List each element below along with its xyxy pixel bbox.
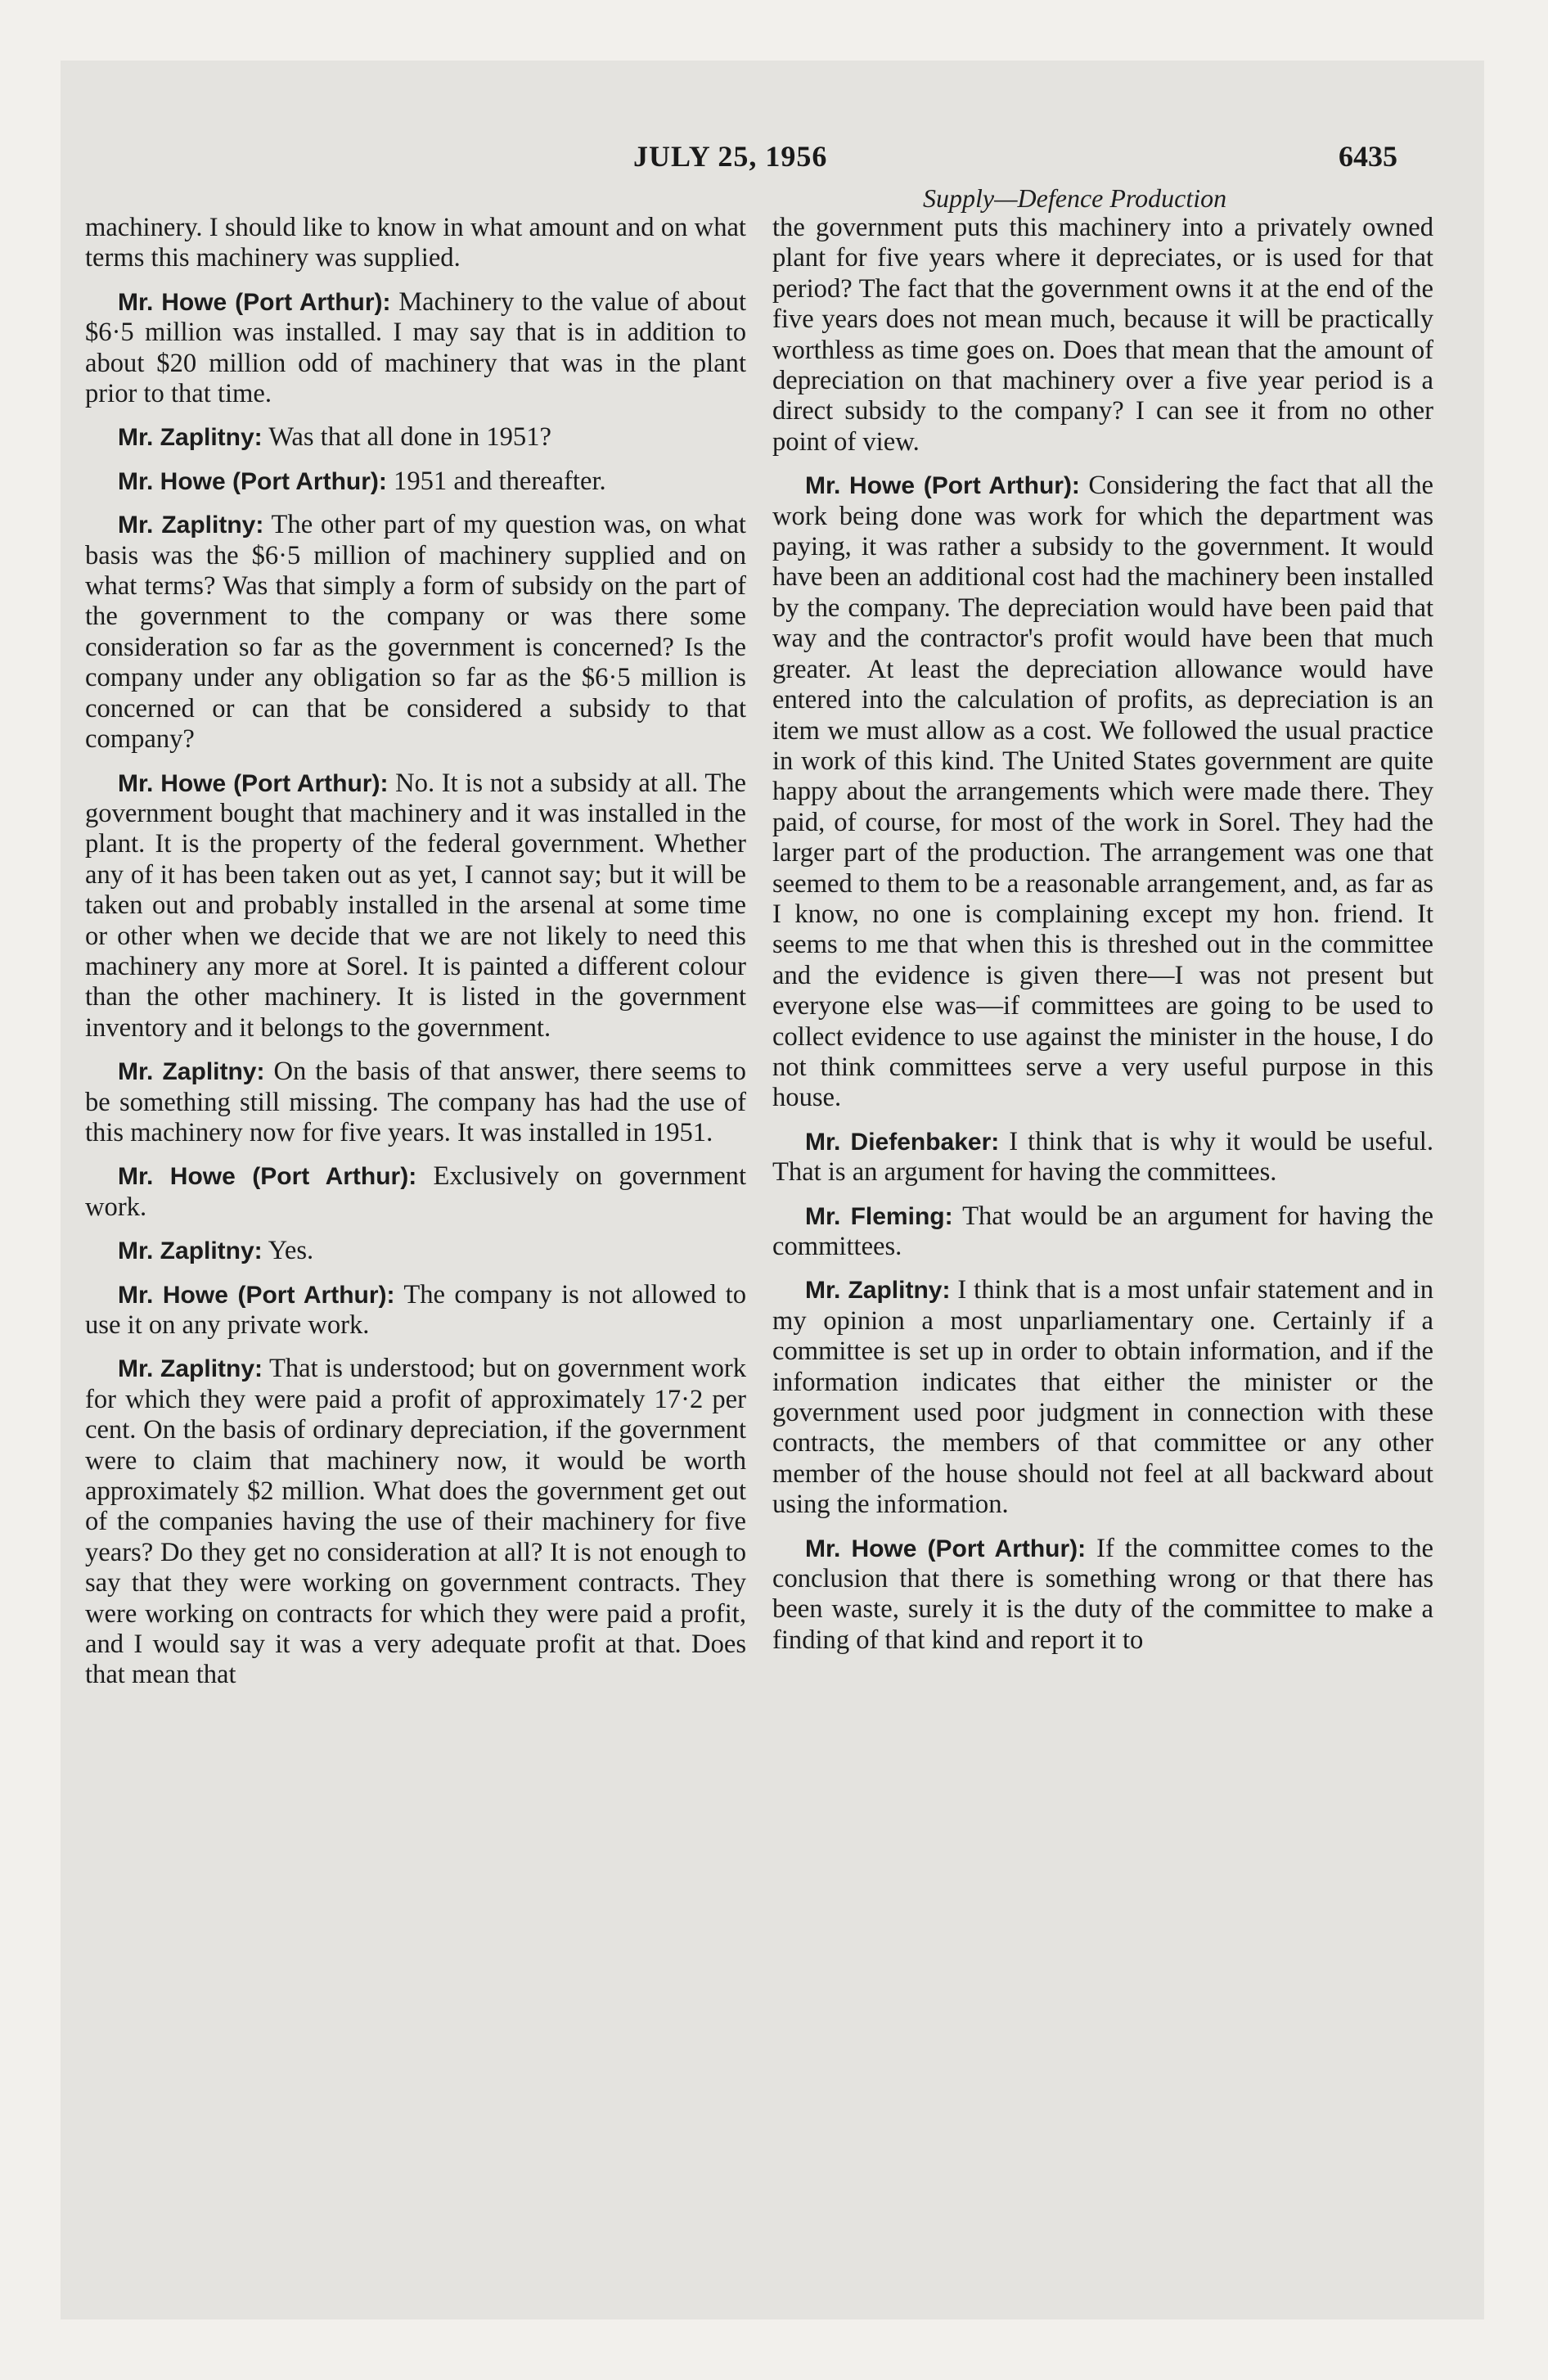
- paragraph-text: On the basis of that answer, there seems to be something still missing. The company has had the use of this machinery now for five years. It was installed in 1951.: [85, 1057, 746, 1147]
- speaker-name: Mr. Zaplitny:: [118, 1237, 263, 1265]
- paragraph-text: Considering the fact that all the work being done was work for which the department was paying, it was rather a subsidy to the government. It would have been an additional cost had the machinery been installed by the company. The depreciation would have been paid that way and the contractor's profit would have been that much greater. At least the depreciation allowance would have entered into the calculation of profits, as depreciation is an item we must allow as a cost. We followed the usual practice in work of this kind. The United States government are quite happy about the arrangements which were made there. They paid, of course, for most of the work in Sorel. They had the larger part of the production. The arrangement was one that seemed to them to be a reasonable arrangement, and, as far as I know, no one is complaining except my hon. friend. It seems to me that when this is threshed out in the committee and the evidence is given there—I was not present but everyone else was—if committees are going to be used to collect evidence to use against the minister in the house, I do not think committees serve a very useful purpose in this house.: [772, 471, 1433, 1113]
- speaker-name: Mr. Howe (Port Arthur):: [118, 769, 389, 797]
- speaker-name: Mr. Howe (Port Arthur):: [118, 1163, 417, 1191]
- paragraph: [85, 213, 746, 274]
- speaker-name: Mr. Zaplitny:: [118, 424, 263, 452]
- paragraph-text: 1951 and thereafter.: [394, 466, 606, 496]
- paragraph-text: Machinery to the value of about $6·5 million was installed. I may say that is in addition to about $20 million odd of machinery that was in the plant prior to that time.: [85, 286, 746, 409]
- speaker-name: Mr. Zaplitny:: [118, 1058, 265, 1086]
- paragraph: [85, 1354, 746, 1690]
- paragraph: [85, 1280, 746, 1341]
- paragraph: [85, 467, 746, 497]
- paragraph: [85, 1057, 746, 1148]
- speaker-name: Mr. Zaplitny:: [805, 1277, 951, 1305]
- paragraph-text: The company is not allowed to use it on any private work.: [85, 1279, 747, 1340]
- paragraph: [85, 1161, 746, 1223]
- speaker-name: Mr. Fleming:: [805, 1202, 953, 1230]
- speaker-name: Mr. Zaplitny:: [118, 1355, 263, 1383]
- paragraph-text: If the committee comes to the conclusion that there is something wrong or that there has been waste, surely it is the duty of the committee to make a finding of that kind and report it to: [772, 1533, 1434, 1655]
- paragraph: [772, 1534, 1433, 1657]
- paragraph-text: That would be an argument for having the committees.: [772, 1201, 1433, 1261]
- paragraph-text: the government puts this machinery into a privately owned plant for five years where it depreciates, or is used for that period? The fact that the government owns it at the end of the five years does not mean much, because it will be practically worthless as time goes on. Does that mean that the amount of depreciation on that machinery over a five year period is a direct subsidy to the company? I can see it from no other point of view.: [772, 213, 1433, 457]
- paragraph: [85, 287, 746, 410]
- paragraph-text: Exclusively on government work.: [85, 1161, 746, 1222]
- paragraph-text: That is understood; but on government work for which they were paid a profit of approximately 17·2 per cent. On the basis of ordinary depreciation, if the government were to claim that machinery now, it would be worth approximately $2 million. What does the government get out of the companies having the use of their machinery for five years? Do they get no consideration at all? It is not enough to say that they were working on government contracts. They were working on contracts for which they were paid a profit, and I would say it was a very adequate profit at that. Does that mean that: [85, 1354, 746, 1690]
- paragraph: [772, 1127, 1433, 1188]
- paragraph: [772, 1275, 1433, 1520]
- paragraph-text: No. It is not a subsidy at all. The government bought that machinery and it was installed in the plant. It is the property of the federal government. Whether any of it has been taken out as yet, I cannot say; but it will be taken out and probably installed in the arsenal at some time or other when we decide that we are not likely to need this machinery any more at Sorel. It is painted a different colour than the other machinery. It is listed in the government inventory and it belongs to the government.: [85, 768, 746, 1043]
- speaker-name: Mr. Howe (Port Arthur):: [805, 1535, 1087, 1562]
- paragraph: [85, 510, 746, 755]
- paragraph: [772, 1201, 1433, 1263]
- hansard-page: [61, 61, 1484, 2319]
- paragraph: [85, 422, 746, 453]
- speaker-name: Mr. Howe (Port Arthur):: [805, 472, 1080, 500]
- speaker-name: Mr. Diefenbaker:: [805, 1128, 1000, 1156]
- paragraph-text: I think that is why it would be useful. That is an argument for having the committees.: [772, 1126, 1433, 1188]
- paragraph: [772, 213, 1433, 458]
- page-header: [61, 139, 1484, 180]
- left-column: [85, 213, 746, 1704]
- page-number: 6435: [1339, 140, 1397, 173]
- speaker-name: Mr. Howe (Port Arthur):: [118, 288, 391, 316]
- paragraph-text: Yes.: [268, 1236, 314, 1266]
- paragraph: [85, 769, 746, 1044]
- running-title: Supply—Defence Production: [923, 183, 1227, 213]
- speaker-name: Mr. Zaplitny:: [118, 512, 264, 539]
- header-date: JULY 25, 1956: [633, 140, 828, 173]
- paragraph-text: machinery. I should like to know in what amount and on what terms this machinery was supplied.: [85, 213, 746, 273]
- speaker-name: Mr. Howe (Port Arthur):: [118, 467, 387, 495]
- paragraph-text: I think that is a most unfair statement and in my opinion a most unparliamentary one. Certainly if a committee is set up in order to obtain information, and if the information indicates that either the minister or the government used poor judgment in connection with these contracts, the members of that committee or any other member of the house should not feel at all backward about using the information.: [772, 1275, 1433, 1520]
- speaker-name: Mr. Howe (Port Arthur):: [118, 1281, 395, 1309]
- paragraph: [85, 1236, 746, 1266]
- right-column: [772, 213, 1433, 1669]
- paragraph-text: The other part of my question was, on what basis was the $6·5 million of machinery supplied and on what terms? Was that simply a form of subsidy on the part of the government to the company or was there some consideration so far as the government is concerned? Is the company under any obligation so far as the $6·5 million is concerned or can that be considered a subsidy to that company?: [85, 510, 746, 755]
- paragraph: [772, 471, 1433, 1114]
- paragraph-text: Was that all done in 1951?: [268, 422, 551, 453]
